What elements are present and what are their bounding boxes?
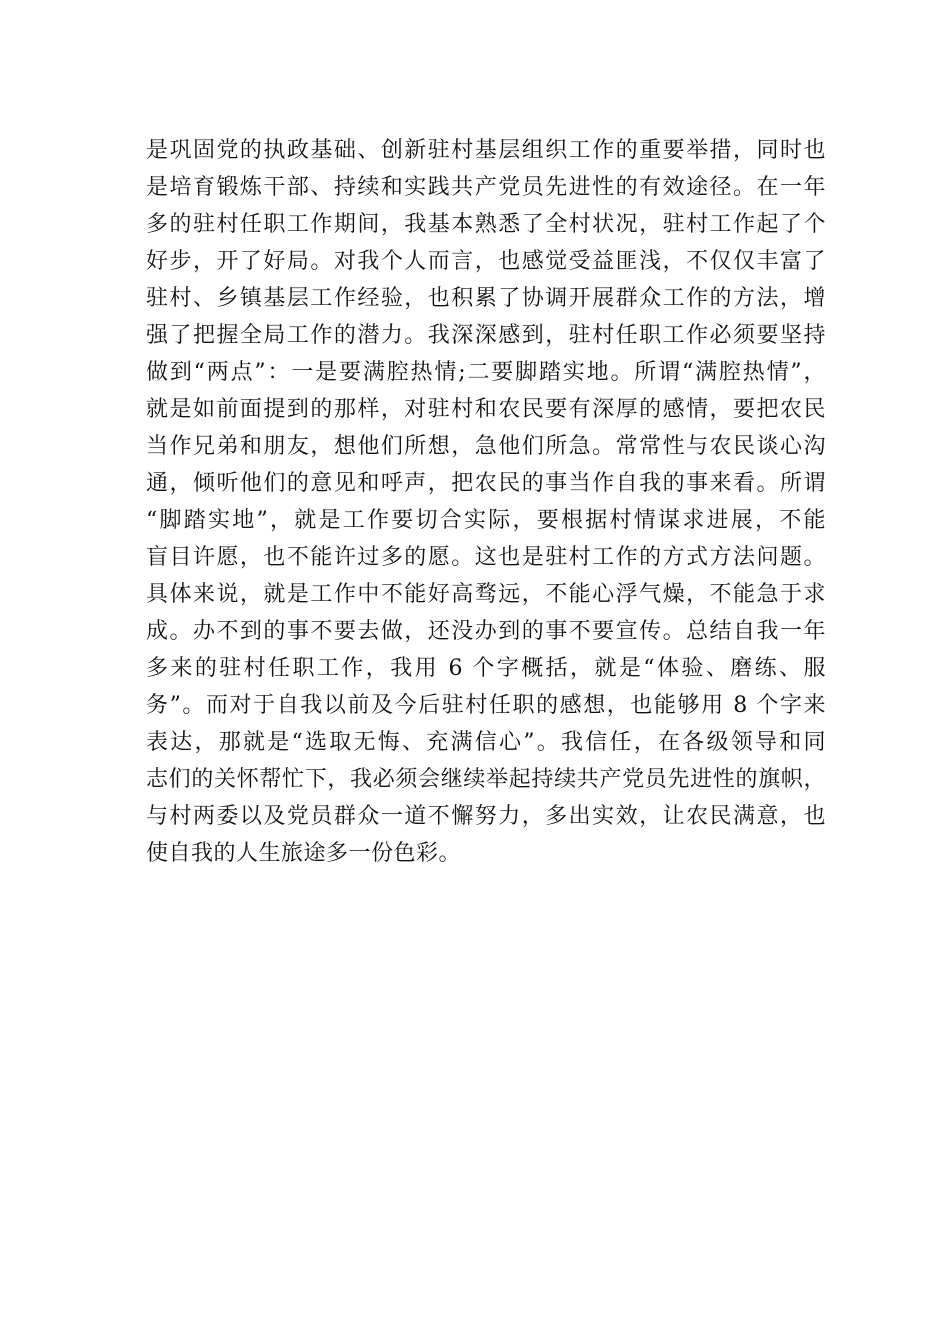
text-line-8: 就是如前面提到的那样，对驻村和农民要有深厚的感情，要把农民 [146,397,826,422]
text-line-6: 强了把握全局工作的潜力。我深深感到，驻村任职工作必须要坚持 [146,323,826,348]
text-line-2: 是培育锻炼干部、持续和实践共产党员先进性的有效途径。在一年 [146,175,826,200]
text-line-10: 通，倾听他们的意见和呼声，把农民的事当作自我的事来看。所谓 [146,471,826,496]
text-line-20: 使自我的人生旅途多一份色彩。 [146,841,462,866]
text-line-9: 当作兄弟和朋友，想他们所想，急他们所急。常常性与农民谈心沟 [146,434,826,459]
text-line-7: 做到“两点”：一是要满腔热情;二要脚踏实地。所谓“满腔热情”， [146,360,826,385]
text-line-5: 驻村、乡镇基层工作经验，也积累了协调开展群众工作的方法，增 [146,286,826,311]
text-line-19: 与村两委以及党员群众一道不懈努力，多出实效，让农民满意，也 [146,804,826,829]
body-paragraph [146,132,826,872]
text-line-1: 是巩固党的执政基础、创新驻村基层组织工作的重要举措，同时也 [146,138,826,163]
text-line-4: 好步，开了好局。对我个人而言，也感觉受益匪浅，不仅仅丰富了 [146,249,826,274]
text-line-13: 具体来说，就是工作中不能好高骛远，不能心浮气燥，不能急于求 [146,582,826,607]
text-line-3: 多的驻村任职工作期间，我基本熟悉了全村状况，驻村工作起了个 [146,212,826,237]
text-line-16: 务”。而对于自我以前及今后驻村任职的感想，也能够用 8 个字来 [146,693,826,718]
text-line-17: 表达，那就是“选取无悔、充满信心”。我信任，在各级领导和同 [146,730,826,755]
text-line-14: 成。办不到的事不要去做，还没办到的事不要宣传。总结自我一年 [146,619,826,644]
text-line-11: “脚踏实地”，就是工作要切合实际，要根据村情谋求进展，不能 [146,508,826,533]
text-line-18: 志们的关怀帮忙下，我必须会继续举起持续共产党员先进性的旗帜， [146,767,826,792]
text-line-12: 盲目许愿，也不能许过多的愿。这也是驻村工作的方式方法问题。 [146,545,826,570]
text-line-15: 多来的驻村任职工作，我用 6 个字概括，就是“体验、磨练、服 [146,656,826,681]
